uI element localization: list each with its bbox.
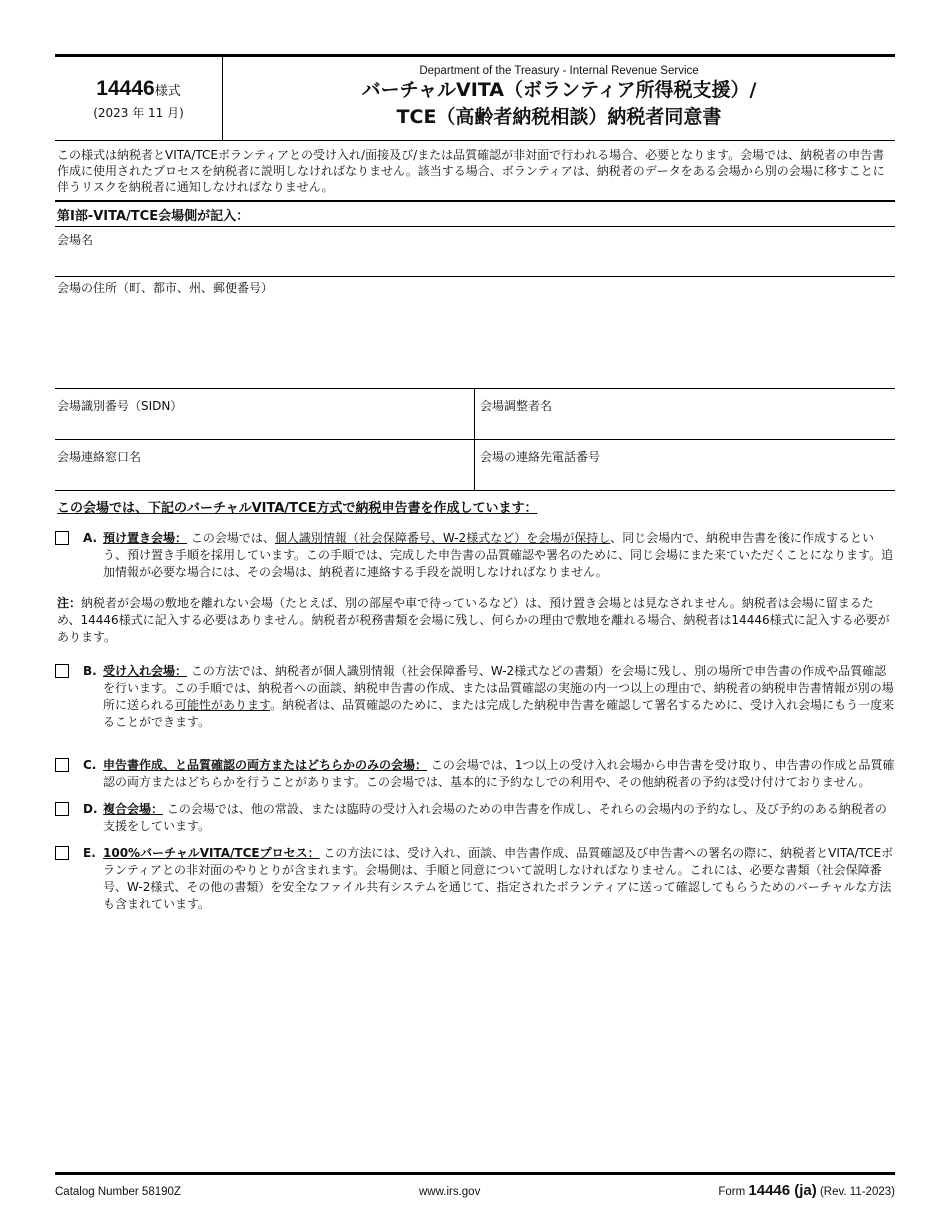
option-a (55, 530, 895, 581)
form-date: (2023 年 11 月) (93, 106, 184, 120)
form-title-line1: バーチャルVITA（ボランティア所得税支援）/ (361, 79, 757, 101)
intro-text: この様式は納税者とVITA/TCEボランティアとの受け入れ/面接及び/または品質確認が非対面で行われる場合、必要となります。会場では、納税者の申告書作成に使用されたプロセスを納税者に説明しなければなりません。該当する場合、ボランティアは、納税者のデータをある会場から別の会場に移すことに伴うリスクを納税者に通知しなければなりません。 (55, 141, 895, 202)
site-address-field[interactable] (55, 277, 895, 389)
option-d-text: 複合会場： この会場では、他の常設、または臨時の受け入れ会場のための申告書を作成し、それらの会場内の予約なし、及び予約のある納税者の支援をしています。 (103, 802, 887, 833)
form-header (55, 57, 895, 141)
option-a-letter: A. (83, 531, 98, 545)
option-e-text: 100%バーチャルVITA/TCEプロセス： この方法には、受け入れ、面談、申告書作成、品質確認及び申告書への署名の際に、納税者とVITA/TCEボランティアとの非対面のやりとりが含まれます。会場側は、手順と同意について説明しなければなりません。これには、必要な書類（社会保障番号、W-2様式、その他の書類）を安全なファイル共有システムを通じて、指定されたボランティアに送って確認してもらうためのバーチャルな方法も含まれています。 (103, 846, 894, 911)
form-number: 14446様式 (96, 77, 181, 100)
contact-label: 会場連絡窓口名 (57, 450, 142, 464)
form-page (55, 54, 895, 913)
irs-website: www.irs.gov (418, 1186, 481, 1198)
option-e (55, 845, 895, 913)
option-b-checkbox[interactable] (55, 664, 69, 678)
option-c-letter: C. (83, 758, 97, 772)
form-id-box (55, 57, 223, 140)
agency-name: Department of the Treasury - Internal Revenue Service (419, 65, 699, 77)
footer-form-id: Form 14446 (ja) (Rev. 11-2023) (718, 1182, 895, 1199)
site-contact-row (55, 440, 895, 491)
site-id-row (55, 389, 895, 440)
form-title-line2: TCE（高齢者納税相談）納税者同意書 (396, 106, 722, 128)
option-b-letter: B. (83, 664, 97, 678)
option-a-text: 預け置き会場： この会場では、個人識別情報（社会保障番号、W-2様式など）を会場が保持し、同じ会場内で、納税申告書を後に作成するという、預け置き手順を採用しています。この手順では、完成した申告書の品質確認や署名のために、同じ会場にまた来ていただくことになります。追加情報が必要な場合には、その会場は、納税者に連絡する手段を説明しなければなりません。 (103, 531, 894, 579)
option-b-text: 受け入れ会場： この方法では、納税者が個人識別情報（社会保障番号、W-2様式などの書類）を会場に残し、別の場所で申告書の作成や品質確認を行います。この手順では、納税者への面談、納税申告書の作成、または品質確認の実施の内一つ以上の理由で、納税者の納税申告書情報が別の場所に送られる可能性があります。納税者は、品質確認のために、または完成した納税申告書を確認して署名するために、受け入れ会場にもう一度来ることができます。 (103, 664, 895, 729)
option-d-checkbox[interactable] (55, 802, 69, 816)
sidn-field[interactable] (55, 389, 475, 439)
option-d-letter: D. (83, 802, 98, 816)
contact-field[interactable] (55, 440, 475, 490)
catalog-number: Catalog Number 58190Z (55, 1186, 181, 1198)
option-b (55, 663, 895, 731)
option-e-checkbox[interactable] (55, 846, 69, 860)
coordinator-field[interactable] (475, 389, 895, 439)
sidn-label: 会場識別番号（SIDN） (57, 399, 183, 413)
coordinator-label: 会場調整者名 (480, 399, 553, 413)
phone-field[interactable] (475, 440, 895, 490)
phone-label: 会場の連絡先電話番号 (480, 450, 601, 464)
part1-heading: 第I部-VITA/TCE会場側が記入： (55, 202, 895, 227)
note-text: 注：納税者が会場の敷地を離れない会場（たとえば、別の部屋や車で待っているなど）は、預け置き会場とは見なされません。納税者は会場に留まるため、14446様式に記入する必要はありません。納税者が税務書類を会場に残し、何らかの理由で敷地を離れる場合、納税者は14446様式に記入する必要があります。 (57, 596, 890, 644)
site-address-label: 会場の住所（町、都市、州、郵便番号） (57, 281, 274, 295)
option-d (55, 801, 895, 835)
methods-heading: この会場では、下記のバーチャルVITA/TCE方式で納税申告書を作成しています： (57, 501, 538, 516)
option-e-letter: E. (83, 846, 96, 860)
option-c (55, 757, 895, 791)
form-footer (55, 1172, 895, 1199)
option-c-text: 申告書作成、と品質確認の両方またはどちらかのみの会場： この会場では、1つ以上の受け入れ会場から申告書を受け取り、申告書の作成と品質確認の両方またはどちらかを行うことがあります。この会場では、基本的に予約なしでの利用や、その他納税者の予約は受け付けておりません。 (103, 758, 895, 789)
site-name-label: 会場名 (57, 233, 94, 247)
site-name-field[interactable] (55, 227, 895, 277)
option-c-checkbox[interactable] (55, 758, 69, 772)
form-title-box (223, 57, 895, 140)
option-a-checkbox[interactable] (55, 531, 69, 545)
